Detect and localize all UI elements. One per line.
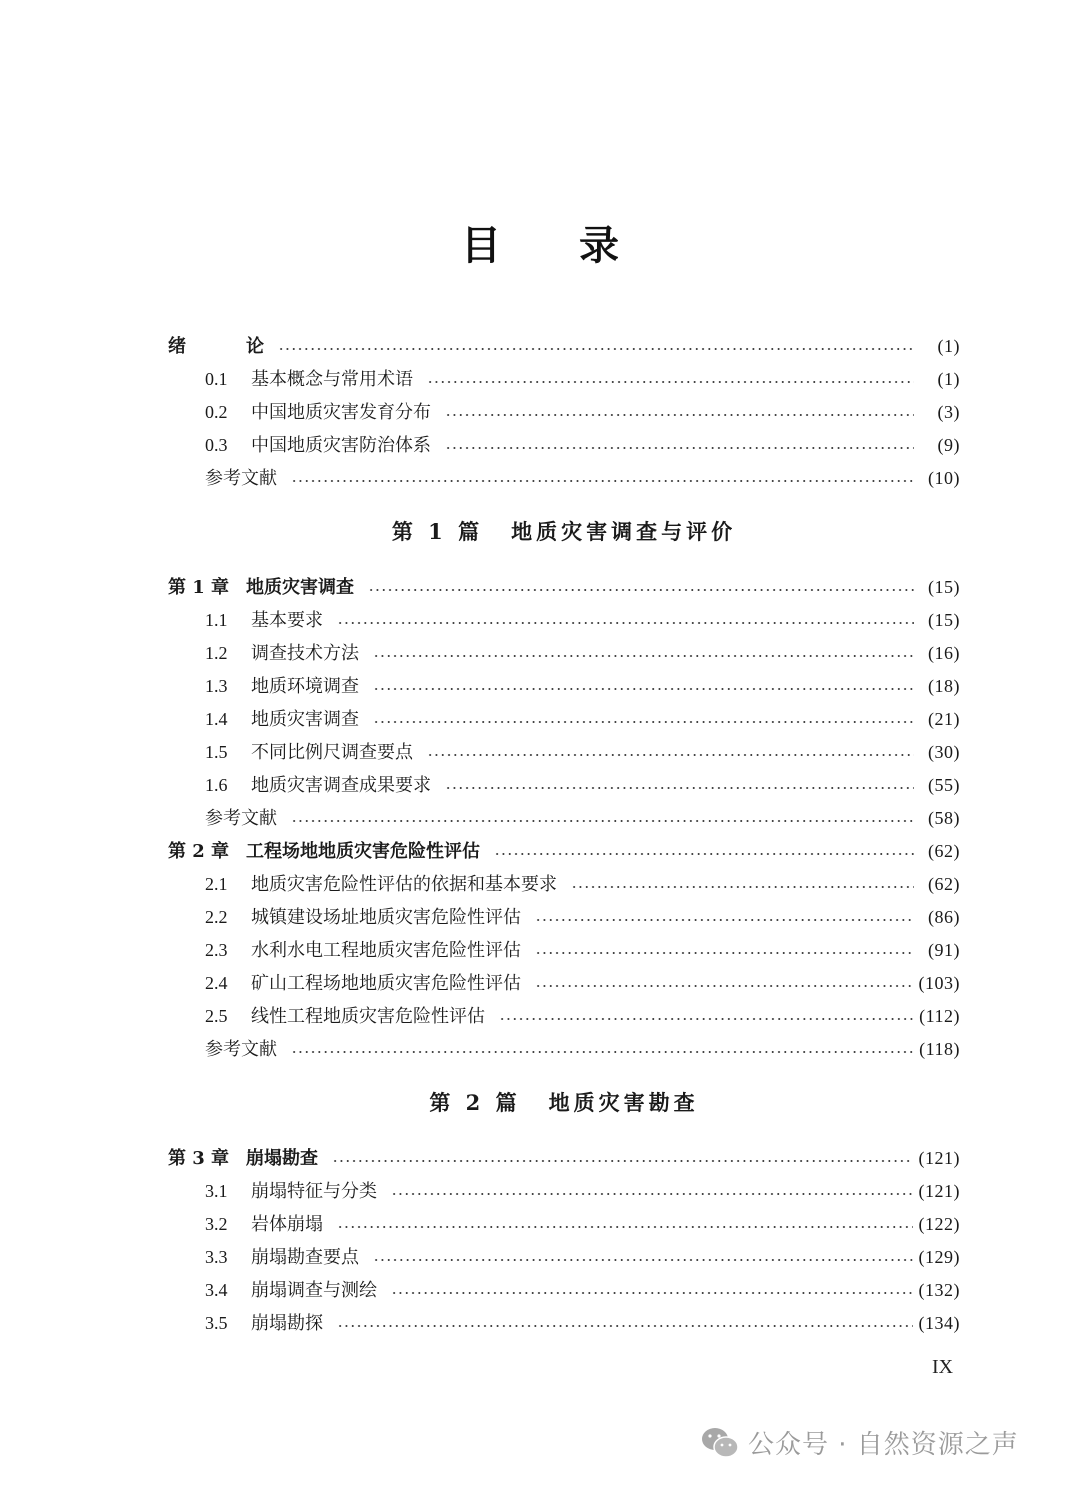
dot-leader — [337, 1325, 913, 1327]
dot-leader — [445, 414, 914, 416]
dot-leader — [337, 1226, 913, 1228]
dot-leader — [332, 1160, 913, 1162]
section-number: 0.2 — [205, 402, 228, 422]
page-ref: (21) — [928, 709, 960, 729]
part-heading — [168, 503, 960, 559]
section-number: 0.3 — [205, 435, 228, 455]
dot-leader — [278, 348, 914, 350]
page-title — [0, 214, 1080, 271]
toc-entry-references[interactable] — [168, 462, 960, 495]
page-ref: (112) — [919, 1006, 960, 1026]
section-number: 1.1 — [205, 610, 228, 630]
dot-leader — [427, 754, 914, 756]
dot-leader — [291, 1051, 913, 1053]
section-number: 3.2 — [205, 1214, 228, 1234]
section-title: 基本概念与常用术语 — [251, 369, 413, 390]
toc-entry-section[interactable] — [168, 429, 960, 462]
part-label: 第 2 篇 — [429, 1090, 521, 1115]
toc-entry-references[interactable] — [168, 1033, 960, 1066]
toc-entry-section[interactable] — [168, 703, 960, 736]
section-title: 地质环境调查 — [251, 676, 359, 697]
intro-label-a: 绪 — [168, 336, 186, 357]
section-title: 地质灾害危险性评估的依据和基本要求 — [251, 874, 557, 895]
section-title: 不同比例尺调查要点 — [251, 742, 413, 763]
section-title: 参考文献 — [205, 808, 277, 829]
section-number: 1.2 — [205, 643, 228, 663]
page-ref: (1) — [937, 369, 960, 389]
toc-entry-section[interactable] — [168, 769, 960, 802]
section-number: 2.4 — [205, 973, 228, 993]
page-ref: (15) — [928, 610, 960, 630]
chapter-title: 崩塌勘查 — [246, 1148, 318, 1169]
section-title: 中国地质灾害防治体系 — [251, 435, 431, 456]
page-ref: (10) — [928, 468, 960, 488]
section-number: 1.3 — [205, 676, 228, 696]
toc-entry-section[interactable] — [168, 670, 960, 703]
page-ref: (62) — [928, 841, 960, 861]
dot-leader — [368, 589, 914, 591]
section-number: 3.4 — [205, 1280, 228, 1300]
section-title: 水利水电工程地质灾害危险性评估 — [251, 940, 521, 961]
toc-entry-chapter[interactable] — [168, 835, 960, 868]
dot-leader — [445, 787, 914, 789]
section-title: 崩塌特征与分类 — [251, 1181, 377, 1202]
section-title: 地质灾害调查成果要求 — [251, 775, 431, 796]
page-ref: (58) — [928, 808, 960, 828]
section-number: 1.4 — [205, 709, 228, 729]
section-title: 崩塌调查与测绘 — [251, 1280, 377, 1301]
page-number: IX — [932, 1356, 954, 1378]
page-ref: (30) — [928, 742, 960, 762]
chapter-title: 地质灾害调查 — [246, 577, 354, 598]
dot-leader — [535, 919, 914, 921]
page-ref: (3) — [937, 402, 960, 422]
toc-entry-section[interactable] — [168, 1274, 960, 1307]
section-number: 2.3 — [205, 940, 228, 960]
page-ref: (121) — [918, 1148, 960, 1168]
page-ref: (129) — [918, 1247, 960, 1267]
section-number: 3.3 — [205, 1247, 228, 1267]
page-ref: (15) — [928, 577, 960, 597]
section-number: 1.6 — [205, 775, 228, 795]
section-number: 0.1 — [205, 369, 228, 389]
chapter-label: 第 1 章 — [168, 577, 230, 598]
page-ref: (1) — [937, 336, 960, 356]
dot-leader — [391, 1193, 913, 1195]
dot-leader — [291, 480, 914, 482]
toc-entry-section[interactable] — [168, 967, 960, 1000]
section-title: 矿山工程场地地质灾害危险性评估 — [251, 973, 521, 994]
dot-leader — [571, 886, 914, 888]
chapter-title: 工程场地地质灾害危险性评估 — [246, 841, 480, 862]
toc-entry-intro[interactable] — [168, 330, 960, 363]
page-ref: (91) — [928, 940, 960, 960]
section-title: 地质灾害调查 — [251, 709, 359, 730]
section-number: 3.5 — [205, 1313, 228, 1333]
section-title: 城镇建设场址地质灾害危险性评估 — [251, 907, 521, 928]
section-title: 崩塌勘查要点 — [251, 1247, 359, 1268]
dot-leader — [391, 1292, 913, 1294]
dot-leader — [291, 820, 914, 822]
toc-entry-references[interactable] — [168, 802, 960, 835]
section-title: 线性工程地质灾害危险性评估 — [251, 1006, 485, 1027]
wechat-icon — [700, 1426, 740, 1460]
watermark-text: 公众号 · 自然资源之声 — [748, 1430, 1019, 1460]
page-ref: (86) — [928, 907, 960, 927]
part-label: 第 1 篇 — [391, 519, 484, 544]
toc-entry-section[interactable] — [168, 736, 960, 769]
page-ref: (134) — [918, 1313, 960, 1333]
section-title: 崩塌勘探 — [251, 1313, 323, 1334]
toc-entry-section[interactable] — [168, 604, 960, 637]
page-ref: (55) — [928, 775, 960, 795]
section-title: 岩体崩塌 — [251, 1214, 323, 1235]
page-ref: (62) — [928, 874, 960, 894]
section-title: 参考文献 — [205, 1039, 277, 1060]
part-title: 地质灾害勘查 — [548, 1090, 699, 1115]
toc-entry-section[interactable] — [168, 1241, 960, 1274]
section-number: 2.5 — [205, 1006, 228, 1026]
page-ref: (16) — [928, 643, 960, 663]
dot-leader — [535, 952, 914, 954]
toc-entry-section[interactable] — [168, 868, 960, 901]
dot-leader — [499, 1018, 913, 1020]
dot-leader — [427, 381, 914, 383]
page-ref: (121) — [918, 1181, 960, 1201]
dot-leader — [373, 688, 914, 690]
section-title: 基本要求 — [251, 610, 323, 631]
chapter-label: 第 2 章 — [168, 841, 230, 862]
toc-entry-section[interactable] — [168, 1175, 960, 1208]
part-title: 地质灾害调查与评价 — [511, 519, 737, 544]
section-title: 中国地质灾害发育分布 — [251, 402, 431, 423]
dot-leader — [494, 853, 914, 855]
dot-leader — [373, 655, 914, 657]
toc-entry-section[interactable] — [168, 363, 960, 396]
section-number: 2.1 — [205, 874, 228, 894]
dot-leader — [535, 985, 913, 987]
page-ref: (122) — [918, 1214, 960, 1234]
page-title-char-2: 录 — [579, 223, 619, 269]
toc-entry-section[interactable] — [168, 934, 960, 967]
part-heading — [168, 1074, 960, 1130]
toc-entry-section[interactable] — [168, 637, 960, 670]
toc-entry-section[interactable] — [168, 396, 960, 429]
dot-leader — [373, 1259, 913, 1261]
dot-leader — [373, 721, 914, 723]
section-number: 3.1 — [205, 1181, 228, 1201]
page-ref: (18) — [928, 676, 960, 696]
table-of-contents — [168, 330, 960, 1340]
toc-entry-section[interactable] — [168, 1000, 960, 1033]
toc-entry-section[interactable] — [168, 1307, 960, 1340]
page-ref: (132) — [918, 1280, 960, 1300]
toc-entry-section[interactable] — [168, 901, 960, 934]
intro-label-b: 论 — [246, 336, 264, 357]
dot-leader — [337, 622, 914, 624]
chapter-label: 第 3 章 — [168, 1148, 230, 1169]
page-ref: (9) — [937, 435, 960, 455]
section-number: 1.5 — [205, 742, 228, 762]
page-ref: (118) — [919, 1039, 960, 1059]
section-title: 调查技术方法 — [251, 643, 359, 664]
section-number: 2.2 — [205, 907, 228, 927]
toc-entry-chapter[interactable] — [168, 571, 960, 604]
page-title-char-1: 目 — [461, 223, 501, 269]
section-title: 参考文献 — [205, 468, 277, 489]
toc-entry-section[interactable] — [168, 1208, 960, 1241]
dot-leader — [445, 447, 914, 449]
watermark — [700, 1424, 1019, 1461]
toc-entry-chapter[interactable] — [168, 1142, 960, 1175]
page-ref: (103) — [918, 973, 960, 993]
